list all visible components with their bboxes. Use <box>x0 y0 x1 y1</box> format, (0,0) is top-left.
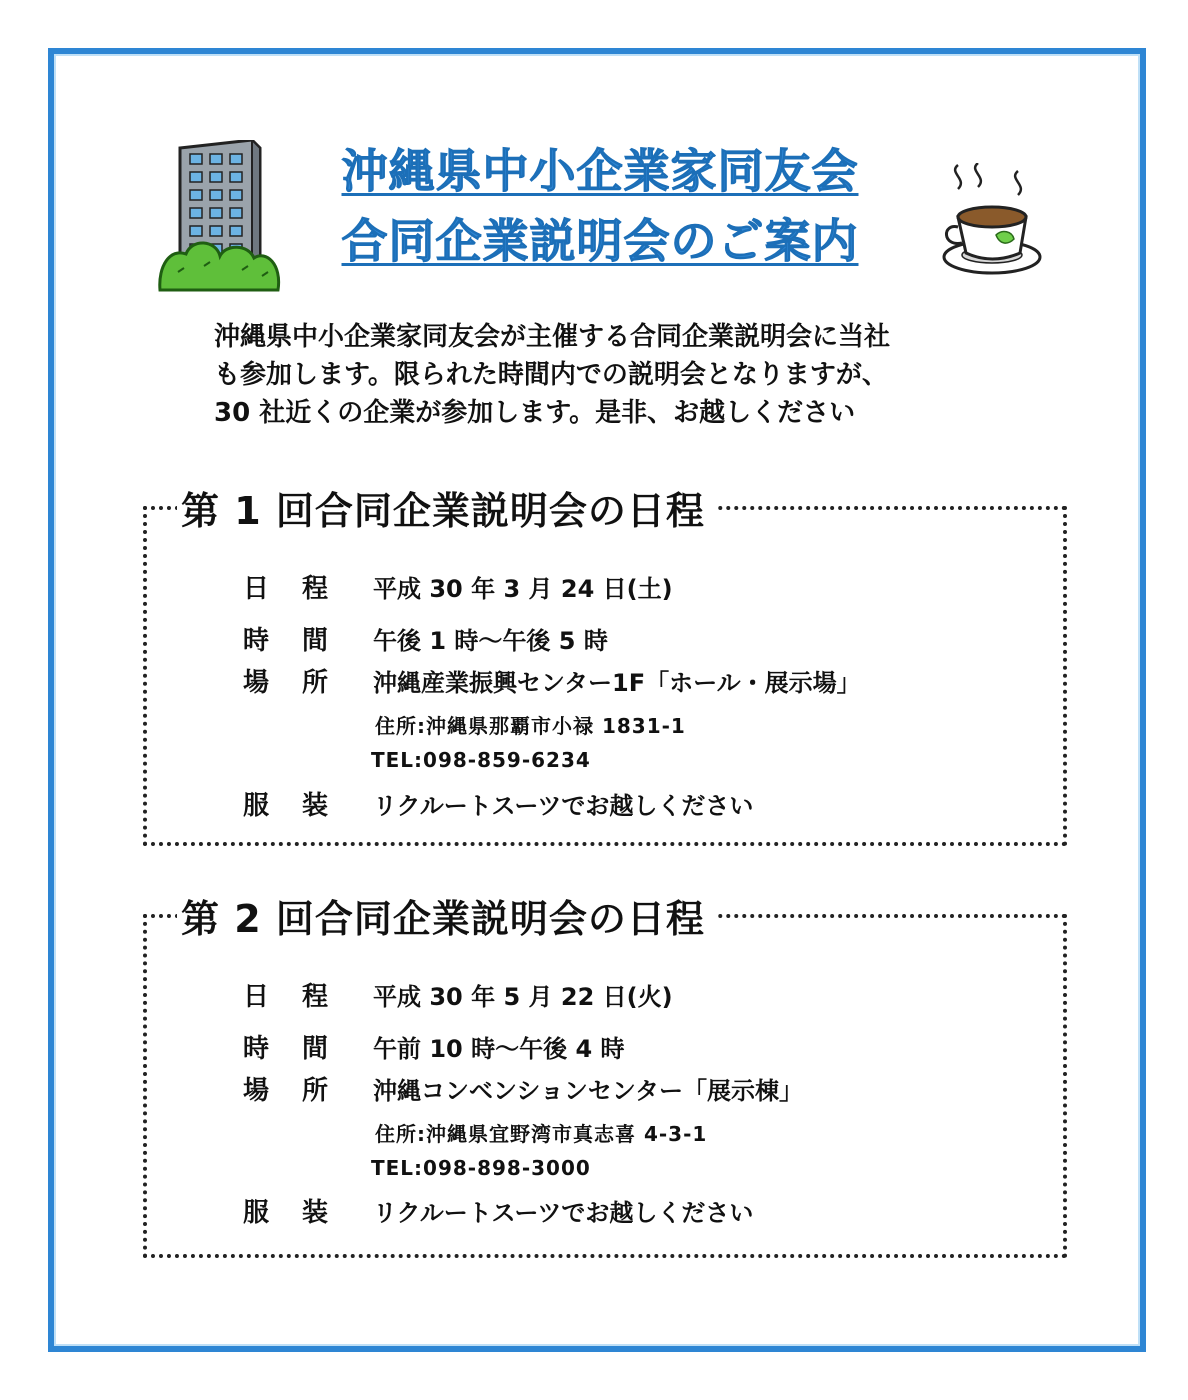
title-line-1: 沖縄県中小企業家同友会 <box>341 144 859 198</box>
session-1-box <box>143 489 1067 846</box>
session-2-place-row <box>243 1070 803 1107</box>
session-1-address: 住所:沖縄県那覇市小禄 1831-1 <box>375 714 686 738</box>
dress-label: 服 装 <box>243 1198 341 1228</box>
time-value: 午後 1 時～午後 5 時 <box>373 627 608 655</box>
place-value: 沖縄産業振興センター1F「ホール・展示場」 <box>373 669 861 697</box>
dress-label: 服 装 <box>243 791 341 821</box>
intro-line-1: 沖縄県中小企業家同友会が主催する合同企業説明会に当社 <box>214 322 891 352</box>
time-label: 時 間 <box>243 1034 341 1064</box>
title-line-2: 合同企業説明会のご案内 <box>341 214 859 268</box>
office-building-icon <box>158 140 282 292</box>
session-2-time-row <box>243 1028 625 1065</box>
date-value: 平成 30 年 5 月 22 日(火) <box>373 983 673 1011</box>
session-2-dress-row <box>243 1192 753 1229</box>
session-1-tel: TEL:098-859-6234 <box>371 748 591 772</box>
session-1-place-row <box>243 662 861 699</box>
date-label: 日 程 <box>243 574 341 604</box>
date-value: 平成 30 年 3 月 24 日(土) <box>373 575 673 603</box>
session-2-box <box>143 897 1067 1258</box>
date-label: 日 程 <box>243 982 341 1012</box>
session-1-dress-row <box>243 785 753 822</box>
session-2-tel: TEL:098-898-3000 <box>371 1156 591 1180</box>
session-2-date-row <box>243 976 673 1013</box>
time-value: 午前 10 時～午後 4 時 <box>373 1035 625 1063</box>
dress-value: リクルートスーツでお越しください <box>373 1199 754 1227</box>
session-1-date-row <box>243 568 673 605</box>
session-1-title: 第 1 回合同企業説明会の日程 <box>177 480 717 535</box>
intro-line-3: 30 社近くの企業が参加します。是非、お越しください <box>214 398 856 428</box>
intro-line-2: も参加します。限られた時間内での説明会となりますが、 <box>214 360 888 390</box>
time-label: 時 間 <box>243 626 341 656</box>
place-value: 沖縄コンベンションセンター「展示棟」 <box>373 1077 803 1105</box>
place-label: 場 所 <box>243 1076 341 1106</box>
session-2-address: 住所:沖縄県宜野湾市真志喜 4-3-1 <box>375 1122 708 1146</box>
place-label: 場 所 <box>243 668 341 698</box>
session-1-time-row <box>243 620 608 657</box>
dress-value: リクルートスーツでお越しください <box>373 792 754 820</box>
intro-text <box>214 318 1074 432</box>
coffee-cup-icon <box>940 163 1044 279</box>
session-2-title: 第 2 回合同企業説明会の日程 <box>177 888 717 943</box>
